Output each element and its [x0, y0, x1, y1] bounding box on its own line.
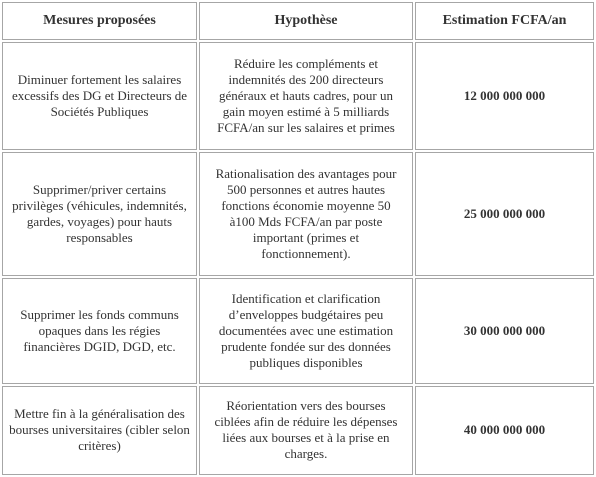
- measure-cell: Supprimer/priver certains privilèges (véhicules, indemnités, gardes, voyages) pour hauts responsables: [2, 152, 197, 276]
- estimate-cell: 12 000 000 000: [415, 42, 594, 150]
- table-row: [2, 386, 594, 475]
- table-row: [2, 42, 594, 150]
- estimate-cell: 40 000 000 000: [415, 386, 594, 475]
- hypothesis-cell: Identification et clarification d’enveloppes budgétaires peu documentées avec une estimation prudente fondée sur des données publiques disponibles: [199, 278, 413, 384]
- measure-cell: Supprimer les fonds communs opaques dans les régies financières DGID, DGD, etc.: [2, 278, 197, 384]
- table-row: [2, 152, 594, 276]
- header-hypothesis: Hypothèse: [199, 2, 413, 40]
- measure-cell: Diminuer fortement les salaires excessifs des DG et Directeurs de Sociétés Publiques: [2, 42, 197, 150]
- estimate-cell: 30 000 000 000: [415, 278, 594, 384]
- hypothesis-cell: Réduire les compléments et indemnités des 200 directeurs généraux et hauts cadres, pour un gain moyen estimé à 5 milliards FCFA/an sur les salaires et primes: [199, 42, 413, 150]
- header-row: [2, 2, 594, 40]
- header-estimate: Estimation FCFA/an: [415, 2, 594, 40]
- header-measures: Mesures proposées: [2, 2, 197, 40]
- hypothesis-cell: Réorientation vers des bourses ciblées afin de réduire les dépenses liées aux bourses et à la prise en charges.: [199, 386, 413, 475]
- estimate-cell: 25 000 000 000: [415, 152, 594, 276]
- table-row: [2, 278, 594, 384]
- hypothesis-cell: Rationalisation des avantages pour 500 personnes et autres hautes fonctions économie moyenne 50 à100 Mds FCFA/an par poste important (primes et fonctionnement).: [199, 152, 413, 276]
- measure-cell: Mettre fin à la généralisation des bourses universitaires (cibler selon critères): [2, 386, 197, 475]
